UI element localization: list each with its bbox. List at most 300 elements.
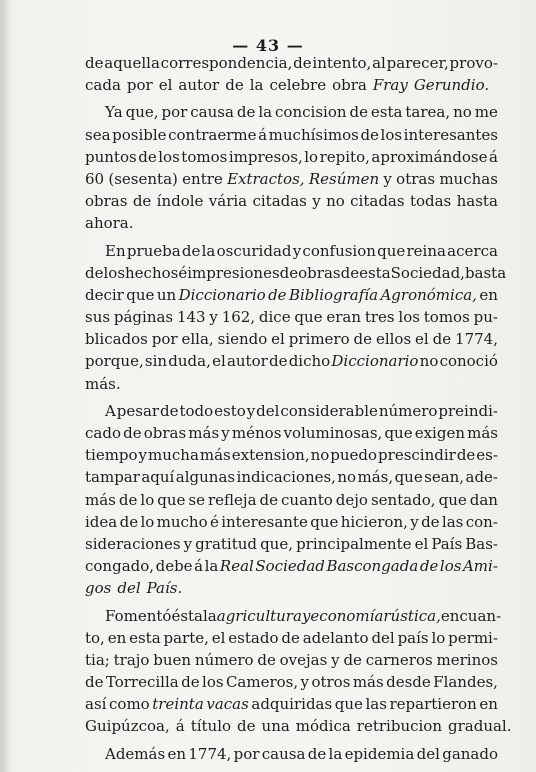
text-line: [85, 262, 507, 284]
word: ella,: [181, 330, 214, 349]
word: de: [340, 263, 360, 282]
word: no: [419, 352, 439, 371]
word: lo: [140, 512, 155, 531]
word: provo-: [449, 54, 498, 72]
word: obra: [332, 76, 367, 95]
text-line: [85, 671, 498, 693]
italic-word: Extractos,: [227, 169, 305, 188]
word: la: [204, 557, 219, 576]
word: oscuridad: [216, 241, 292, 260]
word: Bas-: [465, 534, 498, 553]
word: de: [349, 103, 368, 122]
word: puntos: [85, 147, 137, 166]
word: de: [281, 628, 300, 647]
text-line: [85, 511, 498, 533]
word: cuan-: [459, 606, 502, 625]
word: me: [474, 103, 498, 122]
word: más: [188, 424, 220, 442]
word: En: [105, 241, 126, 260]
word: adelanto: [302, 628, 369, 647]
word: 1774,: [455, 330, 498, 349]
word: 162,: [221, 308, 256, 327]
italic-word: y: [301, 606, 311, 625]
word: y: [183, 534, 193, 553]
word: por: [233, 744, 260, 763]
word: vária: [208, 192, 248, 211]
body-text: [85, 52, 512, 765]
word: to,: [85, 628, 105, 647]
word: la: [203, 606, 217, 625]
word: tiempo: [85, 446, 138, 465]
word: acerca: [447, 241, 498, 260]
word: posible: [112, 125, 167, 144]
word: que: [334, 695, 363, 714]
word: de: [85, 263, 104, 282]
word: extension,: [231, 446, 310, 465]
word: que: [438, 490, 467, 509]
italic-word: Diccionario: [331, 352, 419, 371]
word: á: [175, 717, 185, 736]
word: puedo: [330, 446, 378, 465]
word: y: [331, 650, 340, 669]
text-line: [85, 533, 498, 555]
word: que: [384, 424, 413, 442]
word: número: [378, 401, 438, 420]
word: esta: [370, 103, 403, 122]
word: porque,: [85, 352, 144, 371]
word: que: [126, 285, 155, 304]
word: que: [310, 512, 339, 531]
word: correspondencia,: [160, 54, 293, 72]
text-line: [85, 373, 498, 395]
word: interesante: [221, 512, 308, 531]
italic-word: de: [419, 557, 439, 576]
word: con-: [465, 512, 498, 531]
text-line: [85, 190, 498, 212]
word: las: [365, 695, 387, 714]
italic-word: Bibliografía: [288, 285, 379, 304]
word: ellos: [375, 330, 412, 349]
word: confusion: [302, 241, 376, 260]
word: principalmente: [296, 534, 412, 553]
word: celebre: [269, 76, 327, 95]
page-gutter-shadow: [0, 0, 10, 772]
word: de: [432, 330, 452, 349]
word: lo: [140, 490, 155, 509]
word: esta: [129, 628, 161, 647]
italic-word: treinta: [152, 695, 204, 714]
word: de: [293, 54, 312, 72]
word: por: [161, 103, 188, 122]
italic-word: Sociedad: [255, 557, 325, 576]
word: cuanto: [281, 490, 333, 509]
word: una: [261, 717, 290, 736]
word: país: [397, 628, 429, 647]
word: más: [199, 446, 231, 465]
word: páginas: [113, 308, 174, 327]
word: otros: [311, 673, 351, 692]
word: la: [201, 241, 216, 260]
word: aquí: [141, 468, 175, 487]
word: repartieron: [389, 695, 477, 714]
word: título: [190, 717, 232, 736]
word: el: [158, 76, 173, 95]
word: de: [259, 490, 279, 509]
text-line: [85, 212, 498, 234]
word: sus: [85, 308, 111, 327]
word: parte,: [163, 628, 209, 647]
word: número: [194, 650, 254, 669]
italic-word: Fray: [372, 76, 408, 95]
word: en: [440, 606, 460, 625]
text-line: [85, 168, 498, 190]
word: del: [256, 401, 280, 420]
word: trajo: [113, 650, 150, 669]
word: el: [271, 330, 285, 349]
text-line: [85, 350, 498, 372]
italic-word: País.: [146, 579, 183, 598]
word: á: [194, 557, 204, 576]
word: repito,: [319, 147, 370, 166]
italic-word: vacas: [206, 695, 249, 714]
word: dan: [469, 490, 498, 509]
word: más: [352, 673, 384, 692]
word: de: [279, 263, 299, 282]
italic-word: rústica,: [383, 606, 441, 625]
word: de: [307, 744, 327, 763]
word: de: [119, 512, 139, 531]
word: Fomentó: [105, 606, 172, 625]
word: cado: [85, 424, 121, 442]
word: de: [225, 76, 244, 95]
italic-word: Diccionario: [178, 285, 266, 304]
word: citadas: [350, 192, 405, 211]
word: sean,: [424, 468, 465, 487]
italic-word: gos: [85, 579, 112, 598]
word: de: [132, 192, 152, 211]
word: impresos,: [228, 147, 303, 166]
text-line: [85, 555, 498, 577]
word: é: [178, 263, 188, 282]
word: de: [421, 512, 440, 531]
word: de: [269, 352, 288, 371]
word: de: [181, 673, 200, 692]
italic-word: Ami-: [462, 557, 498, 576]
word: en: [107, 628, 127, 647]
word: que,: [125, 103, 159, 122]
word: tia;: [85, 650, 110, 669]
word: más,: [357, 468, 394, 487]
word: del: [371, 628, 395, 647]
italic-word: los: [439, 557, 462, 576]
word: y: [383, 169, 392, 188]
word: basta: [464, 263, 507, 282]
text-line: [85, 146, 498, 168]
word: Torrecilla: [105, 673, 179, 692]
text-line: [85, 422, 498, 444]
word: voluminosas,: [283, 424, 383, 442]
italic-word: Bascongada: [326, 557, 419, 576]
word: prescindir: [378, 446, 456, 465]
word: adquiridas: [251, 695, 333, 714]
word: los: [398, 308, 420, 327]
word: siendo: [217, 330, 268, 349]
text-line: [85, 52, 498, 74]
word: sideraciones: [85, 534, 181, 553]
text-line: [85, 715, 512, 737]
word: mucha: [148, 446, 199, 465]
text-line: [85, 489, 498, 511]
word: idea: [85, 512, 118, 531]
word: blicados: [85, 330, 148, 349]
word: merinos: [436, 650, 498, 669]
italic-word: Gerundio.: [413, 76, 490, 95]
word: que: [377, 241, 406, 260]
word: País: [431, 534, 463, 553]
word: estado: [228, 628, 279, 647]
word: hasta: [456, 192, 498, 211]
word: tomos: [423, 308, 470, 327]
word: tomos: [181, 147, 228, 166]
word: buen: [153, 650, 192, 669]
word: que: [157, 490, 186, 509]
word: reina: [406, 241, 446, 260]
text-line: [85, 605, 502, 627]
word: dejo: [335, 490, 368, 509]
word: 143: [176, 308, 206, 327]
word: de: [160, 401, 179, 420]
word: indicaciones,: [236, 468, 336, 487]
word: sentado,: [370, 490, 436, 509]
word: refleja: [207, 490, 257, 509]
word: los: [158, 147, 180, 166]
word: interesantes: [403, 125, 498, 144]
word: las: [441, 512, 464, 531]
word: ade-: [465, 468, 498, 487]
word: módica: [295, 717, 351, 736]
word: de: [181, 241, 201, 260]
word: hicieron,: [340, 512, 408, 531]
word: la: [258, 103, 273, 122]
word: no: [326, 192, 345, 211]
text-line: [85, 577, 498, 599]
word: más: [85, 490, 116, 509]
word: el: [414, 534, 429, 553]
word: y: [221, 424, 230, 442]
word: muchísimos: [268, 125, 359, 144]
text-line: [85, 743, 498, 765]
word: de: [123, 424, 142, 442]
text-line: [85, 649, 498, 671]
word: 1774,: [188, 744, 232, 763]
italic-word: de: [268, 285, 287, 304]
word: los: [202, 673, 224, 692]
word: más: [467, 424, 498, 442]
text-line: [85, 466, 498, 488]
word: aproximándose: [371, 147, 488, 166]
word: y: [410, 512, 419, 531]
word: tampar: [85, 468, 140, 487]
italic-word: del: [117, 579, 141, 598]
italic-word: Resúmen: [308, 169, 380, 188]
italic-word: Agronómica,: [380, 285, 477, 304]
word: ahora.: [85, 214, 134, 233]
word: contraerme: [168, 125, 257, 144]
word: en: [167, 744, 187, 763]
word: citadas: [252, 192, 307, 211]
word: á: [489, 147, 498, 166]
word: permi-: [448, 628, 498, 647]
word: tarea,: [405, 103, 451, 122]
word: todo: [179, 401, 214, 420]
word: sin: [144, 352, 168, 371]
word: eran: [326, 308, 362, 327]
word: otras: [396, 169, 436, 188]
word: ovejas: [279, 650, 328, 669]
word: y: [292, 241, 302, 260]
word: ménos: [231, 424, 282, 442]
italic-word: economía: [310, 606, 384, 625]
word: de: [353, 330, 373, 349]
page-number: — 43 —: [232, 36, 304, 55]
word: Ya: [105, 103, 123, 122]
text-line: [85, 284, 498, 306]
word: el: [415, 330, 429, 349]
word: Cameros,: [225, 673, 299, 692]
word: tres: [364, 308, 395, 327]
word: hechos: [125, 263, 179, 282]
word: conoció: [439, 352, 498, 371]
word: como: [109, 695, 150, 714]
word: los: [380, 125, 403, 144]
word: intento,: [312, 54, 372, 72]
word: pu-: [473, 308, 498, 327]
word: de: [85, 673, 104, 692]
word: y: [300, 673, 310, 692]
word: carneros: [365, 650, 433, 669]
word: índole: [156, 192, 204, 211]
word: retribucion: [356, 717, 442, 736]
word: pesar: [116, 401, 160, 420]
word: sea: [85, 125, 111, 144]
word: y: [138, 446, 148, 465]
word: concision: [275, 103, 347, 122]
word: que: [294, 308, 323, 327]
word: prueba: [126, 241, 181, 260]
word: en: [479, 695, 498, 714]
word: lo: [431, 628, 446, 647]
word: de: [237, 717, 256, 736]
word: de: [456, 446, 476, 465]
word: A: [105, 401, 116, 420]
word: aquella: [104, 54, 160, 72]
word: autor: [178, 76, 220, 95]
word: obras: [298, 263, 341, 282]
text-line: [85, 400, 498, 422]
word: ganado: [442, 744, 498, 763]
word: esta: [359, 263, 391, 282]
italic-word: agricultura: [216, 606, 302, 625]
word: de: [257, 650, 276, 669]
word: Guipúzcoa,: [85, 717, 170, 736]
text-line: [85, 693, 498, 715]
text-line: [85, 124, 498, 146]
text-line: [85, 74, 498, 96]
text-line: [85, 240, 498, 262]
word: esto: [214, 401, 246, 420]
word: obras: [143, 424, 187, 442]
word: la: [328, 744, 343, 763]
word: se: [188, 490, 205, 509]
text-line: [85, 101, 498, 123]
text-line: [85, 306, 498, 328]
word: cada: [85, 76, 121, 95]
word: al: [372, 54, 386, 72]
word: obras: [85, 192, 128, 211]
word: que,: [260, 534, 293, 553]
word: de: [138, 147, 157, 166]
word: congado,: [85, 557, 155, 576]
text-line: [85, 627, 498, 649]
word: la: [249, 76, 264, 95]
word: de: [236, 103, 256, 122]
word: duda,: [168, 352, 211, 371]
word: ésta: [171, 606, 203, 625]
word: dice: [258, 308, 291, 327]
italic-word: Real: [219, 557, 254, 576]
word: así: [85, 695, 107, 714]
word: y: [312, 192, 321, 211]
word: debe: [155, 557, 193, 576]
word: 60: [85, 169, 105, 188]
word: desde: [386, 673, 431, 692]
word: autor: [226, 352, 268, 371]
word: parecer,: [386, 54, 449, 72]
word: de: [85, 54, 104, 72]
text-line: [85, 328, 498, 350]
word: gratitud: [195, 534, 258, 553]
word: causa: [261, 744, 306, 763]
word: no: [453, 103, 472, 122]
text-line: [85, 444, 498, 466]
word: es-: [476, 446, 498, 465]
word: epidemia: [344, 744, 415, 763]
word: del: [416, 744, 440, 763]
word: Además: [105, 744, 166, 763]
word: y: [246, 401, 256, 420]
word: de: [118, 490, 138, 509]
word: gradual.: [448, 717, 512, 736]
word: considerable: [280, 401, 378, 420]
word: primero: [288, 330, 350, 349]
word: el: [211, 628, 226, 647]
word: los: [103, 263, 126, 282]
word: Sociedad,: [390, 263, 465, 282]
word: preindi-: [438, 401, 498, 420]
word: causa: [190, 103, 234, 122]
word: de: [343, 650, 362, 669]
word: á: [258, 125, 268, 144]
word: é: [209, 512, 219, 531]
word: y: [209, 308, 218, 327]
word: por: [151, 330, 178, 349]
word: impresiones: [187, 263, 280, 282]
word: no: [337, 468, 357, 487]
word: en: [479, 285, 498, 304]
word: de: [360, 125, 379, 144]
word: todas: [409, 192, 452, 211]
word: Flandes,: [433, 673, 498, 692]
